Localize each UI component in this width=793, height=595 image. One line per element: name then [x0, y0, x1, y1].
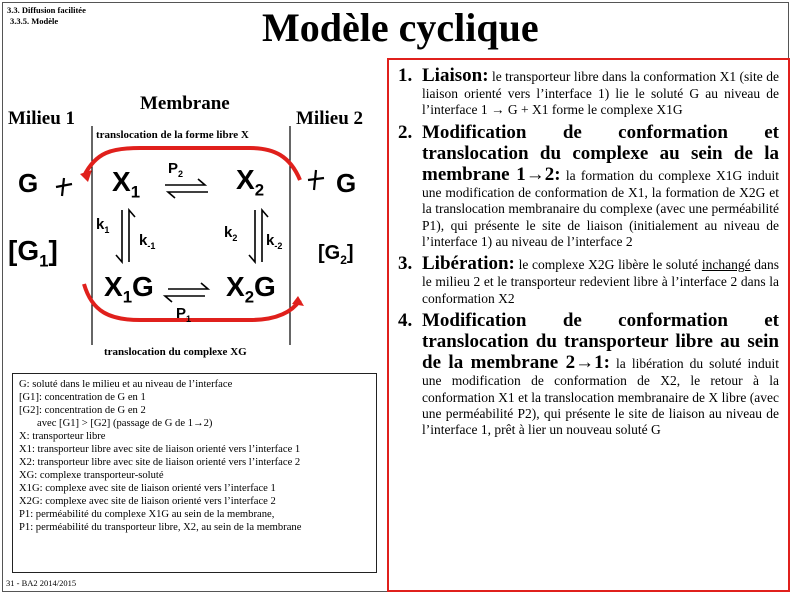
step-title: Modification de conformation et translocation du transporteur libre au sein de la membrane 2→1:: [422, 310, 779, 374]
step-4: [398, 310, 779, 439]
k2-label: $k_2$: [224, 224, 238, 243]
k1-label: $k_1$: [96, 216, 110, 235]
legend-item: X1G: complexe avec site de liaison orienté vers l’interface 1: [19, 483, 276, 494]
legend-item: X1: transporteur libre avec site de liaison orienté vers l’interface 1: [19, 444, 301, 455]
steps-panel: [387, 58, 790, 592]
page-title: Modèle cyclique: [262, 5, 539, 50]
milieu-1-label: Milieu 1: [8, 108, 76, 129]
plus-right-icon: [308, 170, 324, 190]
translocation-top-label: translocation de la forme libre X: [96, 129, 249, 141]
step-text: la formation du complexe X1G induit une modification de conformation de X1, la formation de X2G et la translocation membranaire du complexe (avec une perméabilité P1), qui présente le site de liaison (initialement au niveau de l’interface 1) au niveau de l’interface 2: [422, 167, 779, 250]
step-text: le transporteur libre dans la conformation X1 (site de liaison orienté vers l’interface 1) lie le soluté G au niveau de l’interface 1 → G + X1 forme le complexe X1G: [422, 69, 779, 118]
step-number: 4.: [398, 310, 413, 332]
legend-item: G: soluté dans le milieu et au niveau de l’interface: [19, 379, 233, 390]
step-text: dans le milieu 2 et le transporteur redevient libre à l’interface 2 dans la conformation X2: [422, 257, 780, 306]
legend-item: X2: transporteur libre avec site de liaison orienté vers l’interface 2: [19, 457, 301, 468]
x1-state: $X_1$: [112, 166, 141, 202]
translocation-bottom-label: translocation du complexe XG: [104, 346, 247, 358]
g-milieu-1: G: [18, 168, 39, 198]
plus-left-icon: [56, 178, 72, 196]
x1g-state: $X_1G$: [104, 271, 154, 307]
step-title: Libération:: [422, 253, 515, 275]
step-text-underlined: inchangé: [701, 257, 751, 273]
step-title: Modification de conformation et translocation du complexe au sein de la membrane 1→2:: [422, 121, 779, 185]
legend-item: P1: perméabilité du complexe X1G au sein de la membrane,: [19, 509, 275, 520]
step-1: [398, 65, 779, 119]
step-3: [398, 253, 779, 307]
step-2: [398, 122, 779, 251]
milieu-2-label: Milieu 2: [296, 108, 364, 129]
step-number: 1.: [398, 65, 413, 86]
legend-item: XG: complexe transporteur-soluté: [19, 470, 164, 481]
g1-concentration: $[G_1]$: [8, 235, 58, 271]
breadcrumb-section: 3.3. Diffusion facilitée: [7, 5, 86, 15]
membrane-label: Membrane: [140, 93, 230, 114]
legend-item: [G1]: concentration de G en 1: [19, 392, 146, 403]
step-number: 3.: [398, 253, 413, 275]
g2-concentration: $[G_2]$: [318, 242, 354, 267]
legend-item: avec [G1] > [G2] (passage de G de 1→2): [37, 418, 213, 429]
step-number: 2.: [398, 121, 413, 143]
step-title: Liaison:: [422, 65, 489, 86]
page-footer: 31 - BA2 2014/2015: [6, 578, 77, 588]
x2-state: $X_2$: [236, 164, 265, 200]
equilibrium-arrow-left-icon: [116, 210, 135, 262]
g-milieu-2: G: [336, 168, 357, 198]
equilibrium-arrow-top-icon: [165, 179, 208, 198]
p1-label: $P_1$: [176, 305, 192, 324]
breadcrumb-subsection: 3.3.5. Modèle: [10, 16, 59, 26]
p2-label: $P_2$: [168, 160, 184, 179]
k-2-label: $k_{-2}$: [266, 232, 283, 251]
step-text: le complexe X2G libère le soluté: [518, 257, 699, 273]
k-1-label: $k_{-1}$: [139, 232, 156, 251]
x2g-state: $X_2G$: [226, 271, 276, 307]
legend-item: P1: perméabilité du transporteur libre, X2, au sein de la membrane: [19, 522, 302, 533]
legend-item: X: transporteur libre: [19, 431, 106, 442]
legend-box: [12, 373, 377, 573]
step-text: la libération du soluté induit une modification de conformation de X2, le retour à la conformation X1 et la translocation membranaire de X libre (avec une perméabilité P2), qui présente le site de liaison au niveau de l’interface 1, prêt à lier un nouveau soluté G: [422, 356, 779, 438]
equilibrium-arrow-bottom-icon: [165, 283, 208, 302]
legend-item: [G2]: concentration de G en 2: [19, 405, 146, 416]
legend-item: X2G: complexe avec site de liaison orienté vers l’interface 2: [19, 496, 276, 507]
